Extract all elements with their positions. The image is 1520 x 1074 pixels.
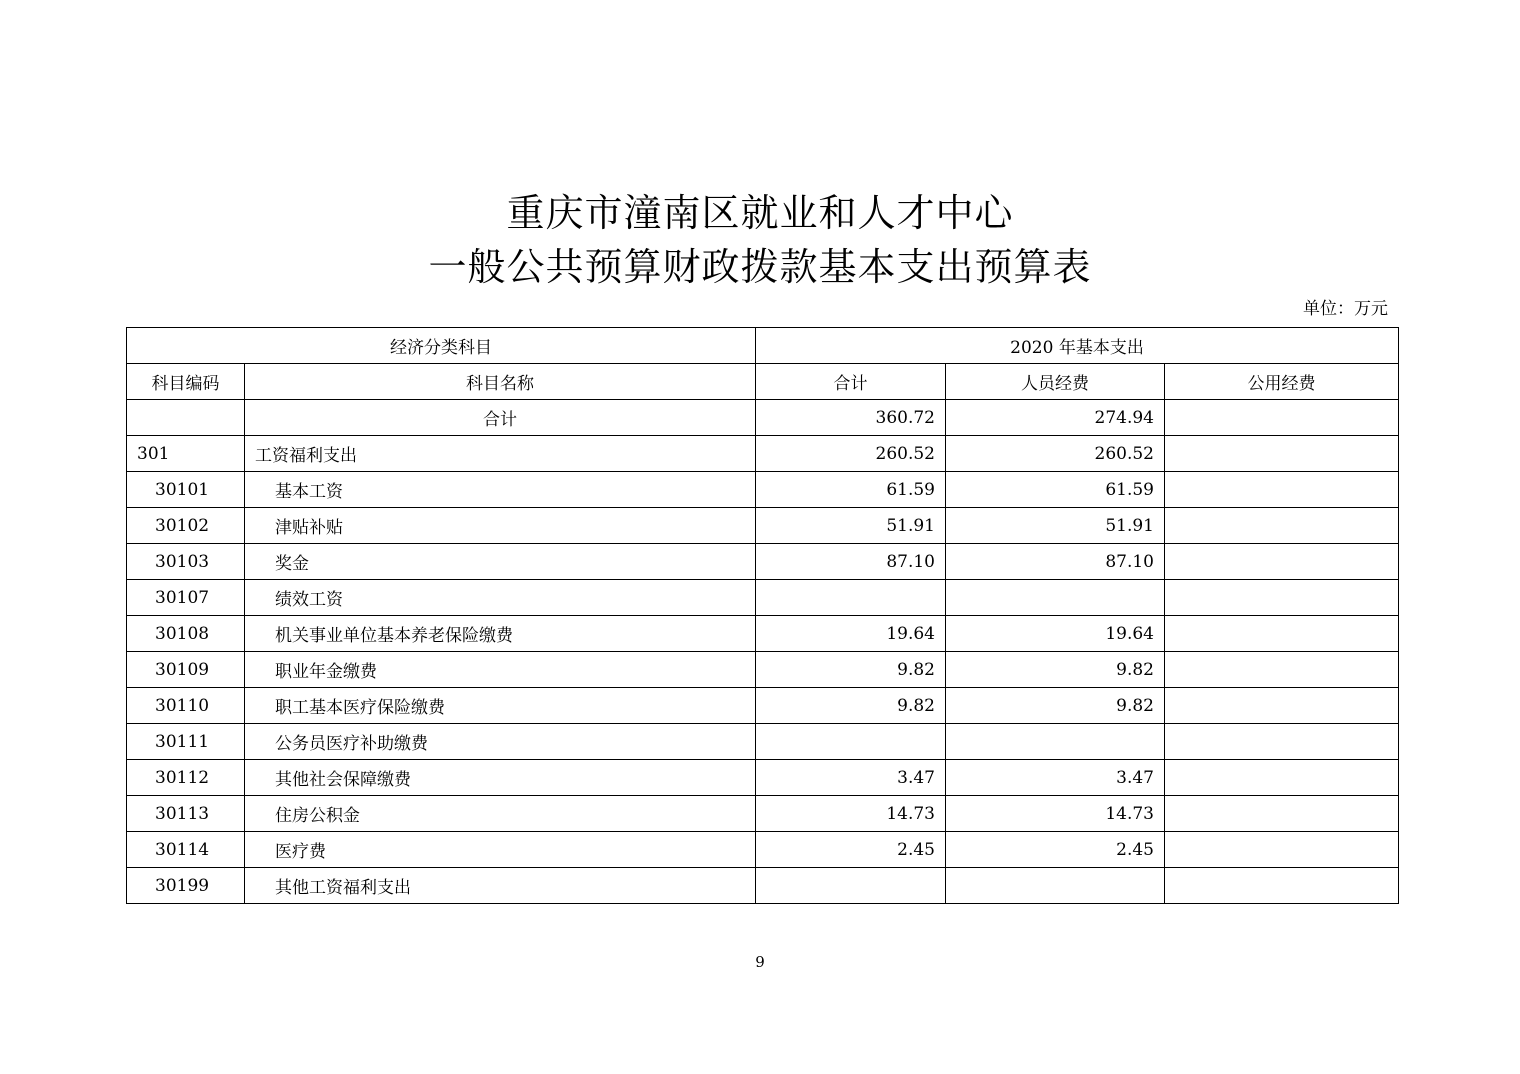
unit-label: 单位：万元 xyxy=(1303,299,1388,319)
header-public: 公用经费 xyxy=(1165,364,1399,400)
header-column-row xyxy=(127,364,1399,400)
cell-public xyxy=(1165,688,1399,724)
cell-public xyxy=(1165,796,1399,832)
cell-personnel: 51.91 xyxy=(946,508,1165,544)
cell-total: 61.59 xyxy=(756,472,946,508)
cell-public xyxy=(1165,580,1399,616)
table-row xyxy=(127,652,1399,688)
cell-name: 住房公积金 xyxy=(245,796,756,832)
total-name: 合计 xyxy=(245,400,756,436)
table-row xyxy=(127,544,1399,580)
page-number: 9 xyxy=(755,953,765,971)
cell-public xyxy=(1165,436,1399,472)
cell-code: 30107 xyxy=(127,580,245,616)
cell-public xyxy=(1165,616,1399,652)
cell-public xyxy=(1165,724,1399,760)
header-basic-expenditure-2020: 2020 年基本支出 xyxy=(756,328,1399,364)
cell-name: 其他社会保障缴费 xyxy=(245,760,756,796)
cell-personnel: 260.52 xyxy=(946,436,1165,472)
table-row xyxy=(127,688,1399,724)
table-row xyxy=(127,616,1399,652)
cell-code: 30108 xyxy=(127,616,245,652)
cell-total: 2.45 xyxy=(756,832,946,868)
cell-personnel xyxy=(946,724,1165,760)
cell-total: 9.82 xyxy=(756,688,946,724)
cell-personnel: 3.47 xyxy=(946,760,1165,796)
cell-personnel: 87.10 xyxy=(946,544,1165,580)
cell-name: 医疗费 xyxy=(245,832,756,868)
cell-code: 30102 xyxy=(127,508,245,544)
cell-name: 绩效工资 xyxy=(245,580,756,616)
cell-name: 机关事业单位基本养老保险缴费 xyxy=(245,616,756,652)
cell-total: 14.73 xyxy=(756,796,946,832)
table-row xyxy=(127,580,1399,616)
cell-name: 职工基本医疗保险缴费 xyxy=(245,688,756,724)
cell-total xyxy=(756,724,946,760)
table-row xyxy=(127,832,1399,868)
cell-personnel xyxy=(946,868,1165,904)
cell-personnel: 14.73 xyxy=(946,796,1165,832)
table-row xyxy=(127,472,1399,508)
header-group-row xyxy=(127,328,1399,364)
cell-total: 3.47 xyxy=(756,760,946,796)
cell-total xyxy=(756,868,946,904)
cell-name: 其他工资福利支出 xyxy=(245,868,756,904)
header-total: 合计 xyxy=(756,364,946,400)
header-economic-classification: 经济分类科目 xyxy=(127,328,756,364)
cell-code: 30199 xyxy=(127,868,245,904)
header-code: 科目编码 xyxy=(127,364,245,400)
cell-personnel xyxy=(946,580,1165,616)
cell-code: 30112 xyxy=(127,760,245,796)
cell-code: 30103 xyxy=(127,544,245,580)
cell-total xyxy=(756,580,946,616)
total-public xyxy=(1165,400,1399,436)
table-row xyxy=(127,508,1399,544)
cell-code: 30114 xyxy=(127,832,245,868)
cell-public xyxy=(1165,868,1399,904)
cell-public xyxy=(1165,652,1399,688)
cell-name: 基本工资 xyxy=(245,472,756,508)
cell-public xyxy=(1165,508,1399,544)
document-title-line-1: 重庆市潼南区就业和人才中心 xyxy=(506,191,1014,235)
cell-code: 30109 xyxy=(127,652,245,688)
table-row xyxy=(127,796,1399,832)
cell-personnel: 9.82 xyxy=(946,688,1165,724)
cell-name: 工资福利支出 xyxy=(245,436,756,472)
table-row xyxy=(127,724,1399,760)
total-code xyxy=(127,400,245,436)
cell-total: 19.64 xyxy=(756,616,946,652)
cell-code: 30101 xyxy=(127,472,245,508)
cell-public xyxy=(1165,544,1399,580)
cell-code: 301 xyxy=(127,436,245,472)
cell-total: 9.82 xyxy=(756,652,946,688)
cell-personnel: 19.64 xyxy=(946,616,1165,652)
table-row xyxy=(127,760,1399,796)
cell-total: 51.91 xyxy=(756,508,946,544)
cell-total: 87.10 xyxy=(756,544,946,580)
cell-personnel: 9.82 xyxy=(946,652,1165,688)
cell-name: 奖金 xyxy=(245,544,756,580)
cell-total: 260.52 xyxy=(756,436,946,472)
document-title-line-2: 一般公共预算财政拨款基本支出预算表 xyxy=(428,245,1092,289)
total-personnel: 274.94 xyxy=(946,400,1165,436)
budget-table xyxy=(126,327,1399,904)
cell-personnel: 61.59 xyxy=(946,472,1165,508)
cell-public xyxy=(1165,472,1399,508)
cell-code: 30110 xyxy=(127,688,245,724)
header-name: 科目名称 xyxy=(245,364,756,400)
total-total: 360.72 xyxy=(756,400,946,436)
table-row xyxy=(127,868,1399,904)
cell-code: 30111 xyxy=(127,724,245,760)
table-row xyxy=(127,436,1399,472)
cell-public xyxy=(1165,760,1399,796)
cell-name: 职业年金缴费 xyxy=(245,652,756,688)
cell-personnel: 2.45 xyxy=(946,832,1165,868)
cell-public xyxy=(1165,832,1399,868)
total-row xyxy=(127,400,1399,436)
header-personnel: 人员经费 xyxy=(946,364,1165,400)
cell-name: 津贴补贴 xyxy=(245,508,756,544)
cell-name: 公务员医疗补助缴费 xyxy=(245,724,756,760)
cell-code: 30113 xyxy=(127,796,245,832)
